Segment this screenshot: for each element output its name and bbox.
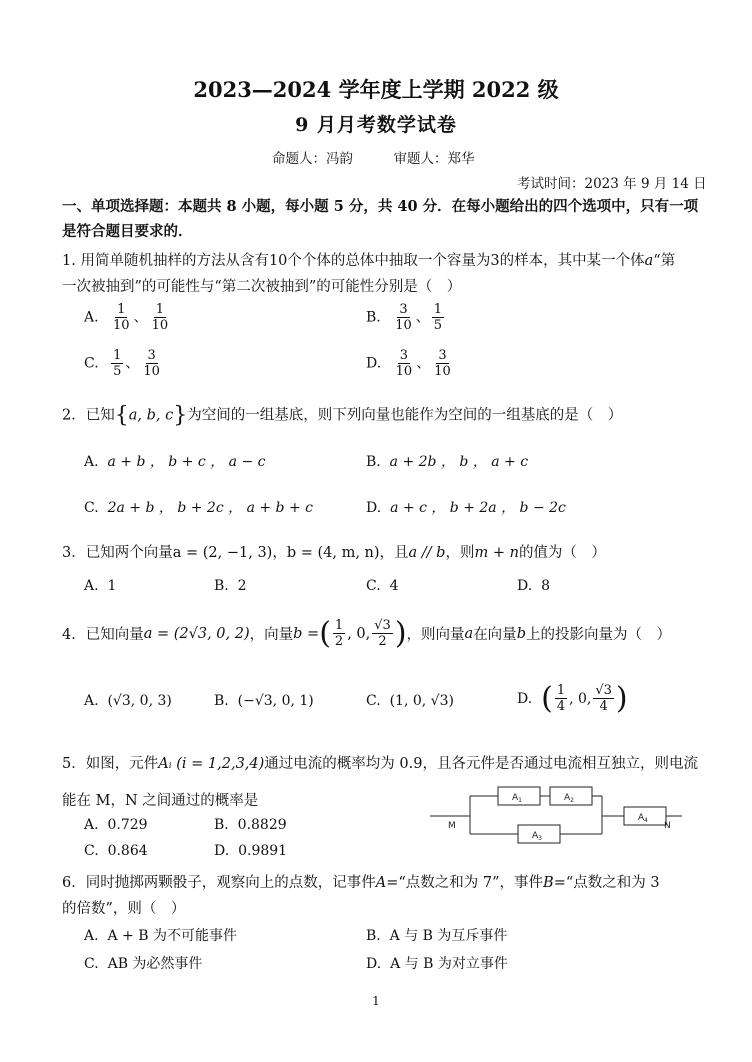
q4-option-c: C. (1, 0, √3) <box>366 693 454 709</box>
exam-title: 2023—2024 学年度上学期 2022 级 <box>193 77 559 102</box>
q6-option-c: C. AB 为必然事件 <box>84 956 203 972</box>
q3-option-b: B. 2 <box>214 578 247 594</box>
question-1-stem: 1. 用简单随机抽样的方法从含有10个个体的总体中抽取一个容量为3的样本，其中某一个体a“第 <box>62 253 676 269</box>
q3-option-c: C. 4 <box>366 578 399 594</box>
q4-option-a: A. (√3, 0, 3) <box>84 693 172 709</box>
question-4-stem: 4．已知向量 a = (2√3, 0, 2) ，向量 b = ( $\frac{1}{2}$ , 0, $\frac{√3}{2}$ ) ，则向量 a 在向量 b 上的投影向量为（ ） <box>62 616 671 651</box>
question-5-stem: 5．如图，元件Aᵢ (i = 1,2,3,4)通过电流的概率均为 0.9，且各元件是否通过电流相互独立，则电流 <box>62 756 698 772</box>
exam-time: 考试时间：2023 年 9 月 14 日 <box>517 176 707 192</box>
q5-option-d: D. 0.9891 <box>214 843 288 859</box>
question-3-stem: 3．已知两个向量a = (2, −1, 3)，b = (4, m, n)，且a // b，则m + n的值为（ ） <box>62 545 606 561</box>
q5-option-c: C. 0.864 <box>84 843 148 859</box>
section-heading-cont: 是符合题目要求的． <box>62 223 193 240</box>
q4-option-d: D. ( $\frac{1}{4}$ , 0, $\frac{√3}{4}$ ) <box>517 681 628 716</box>
q6-option-d: D. A 与 B 为对立事件 <box>366 956 508 972</box>
q6-option-a: A. A + B 为不可能事件 <box>84 928 237 944</box>
element-a1-label: $A_1$ <box>512 793 522 804</box>
q3-option-a: A. 1 <box>84 578 117 594</box>
question-1-stem-cont: 一次被抽到”的可能性与“第二次被抽到”的可能性分别是（ ） <box>62 279 462 295</box>
node-m-label: M <box>448 821 456 831</box>
q4-option-b: B. (−√3, 0, 1) <box>214 693 314 709</box>
authors: 命题人：冯韵 审题人：郑华 <box>272 151 475 167</box>
q1-option-c: C. $\frac{1}{5}$ 、 $\frac{3}{10}$ <box>84 348 160 379</box>
q2-option-c: C. 2a + b ， b + 2c ， a + b + c <box>84 500 313 516</box>
q5-option-b: B. 0.8829 <box>214 817 287 833</box>
circuit-diagram <box>428 782 684 854</box>
question-6-stem-cont: 的倍数”，则（ ） <box>62 901 186 917</box>
question-5-stem-cont: 能在 M，N 之间通过的概率是 <box>62 793 259 809</box>
page-number: 1 <box>372 994 380 1008</box>
question-2-stem: 2．已知{a, b, c}为空间的一组基底，则下列向量也能作为空间的一组基底的是（ ） <box>62 403 623 428</box>
q6-option-b: B. A 与 B 为互斥事件 <box>366 928 508 944</box>
question-6-stem: 6．同时抛掷两颗骰子，观察向上的点数，记事件A=“点数之和为 7”，事件B=“点数之和为 3 <box>62 875 660 891</box>
element-a2-label: $A_2$ <box>564 793 574 804</box>
q1-option-d: D. $\frac{3}{10}$ 、 $\frac{3}{10}$ <box>366 348 451 379</box>
element-a3-label: $A_3$ <box>532 831 542 842</box>
q3-option-d: D. 8 <box>517 578 551 594</box>
q1-option-a: A. $\frac{1}{10}$ 、 $\frac{1}{10}$ <box>84 302 169 333</box>
q1-option-b: B. $\frac{3}{10}$ 、 $\frac{1}{5}$ <box>366 302 443 333</box>
exam-subtitle: 9 月月考数学试卷 <box>295 114 457 136</box>
node-n-label: N <box>664 821 671 831</box>
section-heading: 一、单项选择题：本题共 8 小题，每小题 5 分，共 40 分．在每小题给出的四个选项中，只有一项 <box>62 198 699 215</box>
q2-option-a: A. a + b ， b + c ， a − c <box>84 454 266 470</box>
q2-option-d: D. a + c ， b + 2a ， b − 2c <box>366 500 566 516</box>
element-a4-label: $A_4$ <box>638 813 648 824</box>
q5-option-a: A. 0.729 <box>84 817 148 833</box>
q2-option-b: B. a + 2b ， b ， a + c <box>366 454 529 470</box>
